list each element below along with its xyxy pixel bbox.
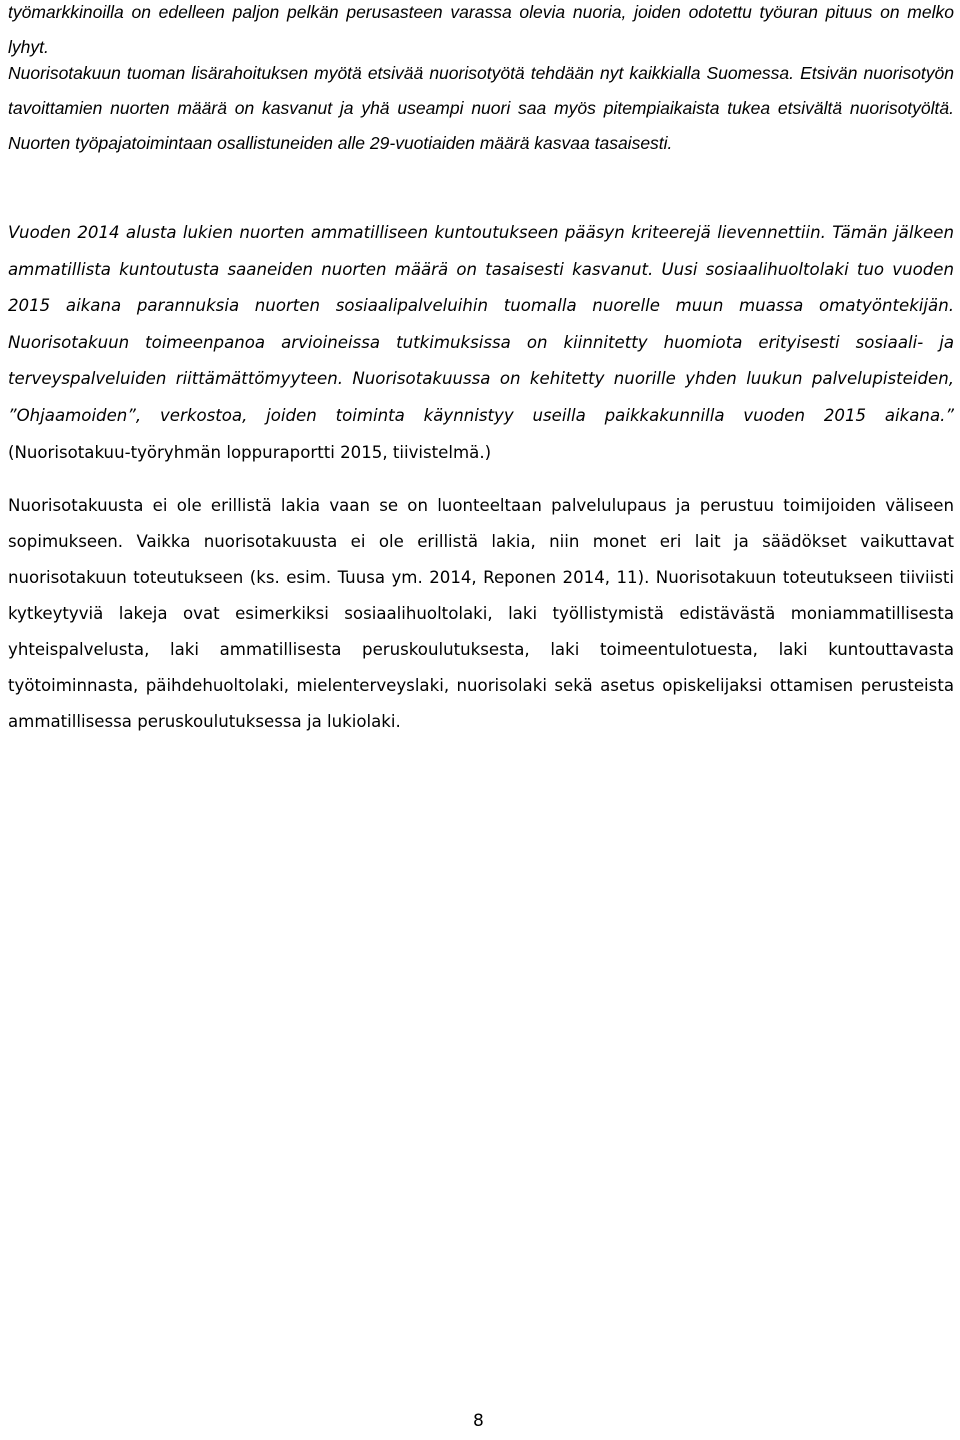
quote-source: (Nuorisotakuu-työryhmän loppuraportti 2015, tiivistelmä.) xyxy=(8,442,492,462)
paragraph-law: Nuorisotakuusta ei ole erillistä lakia vaan se on luonteeltaan palvelulupaus ja perustuu toimijoiden väliseen sopimukseen. Vaikka nuorisotakuusta ei ole erillistä lakia, niin monet eri lait ja säädökset vaikuttavat nuorisotakuun toteutukseen (ks. esim. Tuusa ym. 2014, Reponen 2014, 11). Nuorisotakuun toteutukseen tiiviisti kytkeytyviä lakeja ovat esimerkiksi sosiaalihuoltolaki, laki työllistymistä edistävästä moniammatillisesta yhteispalvelusta, laki ammatillisesta peruskoulutuksesta, laki toimeentulotuesta, laki kuntouttavasta työtoiminnasta, päihdehuoltolaki, mielenterveyslaki, nuorisolaki sekä asetus opiskelijaksi ottamisen perusteista ammatillisessa peruskoulutuksessa ja lukiolaki. xyxy=(8,496,954,731)
paragraph-intro-tail: työmarkkinoilla on edelleen paljon pelkän perusasteen varassa olevia nuoria, joiden odotettu työuran pituus on melko lyhyt. xyxy=(8,2,954,57)
quote-text: Vuoden 2014 alusta lukien nuorten ammatilliseen kuntoutukseen pääsyn kriteerejä lievennettiin. Tämän jälkeen ammatillista kuntoutusta saaneiden nuorten määrä on tasaisesti kasvanut. Uusi sosiaalihuoltolaki tuo vuoden 2015 aikana parannuksia nuorten sosiaalipalveluihin tuomalla nuorelle muun muassa omatyöntekijän. Nuorisotakuun toimeenpanoa arvioineissa tutkimuksissa on kiinnitetty huomiota erityisesti sosiaali- ja terveyspalveluiden riittämättömyyteen. Nuorisotakuussa on kehitetty nuorille yhden luukun palvelupisteiden, ”Ohjaamoiden”, verkostoa, joiden toiminta käynnistyy useilla paikkakunnilla vuoden 2015 aikana.” xyxy=(8,223,954,425)
page-number: 8 xyxy=(473,1411,484,1431)
paragraph-funding: Nuorisotakuun tuoman lisärahoituksen myötä etsivää nuorisotyötä tehdään nyt kaikkialla Suomessa. Etsivän nuorisotyön tavoittamien nuorten määrä on kasvanut ja yhä useampi nuori saa myös pitempiaikaista tukea etsivältä nuorisotyöltä. Nuorten työpajatoimintaan osallistuneiden alle 29-vuotiaiden määrä kasvaa tasaisesti. xyxy=(8,63,954,153)
paragraph-2014-quote xyxy=(8,215,954,471)
